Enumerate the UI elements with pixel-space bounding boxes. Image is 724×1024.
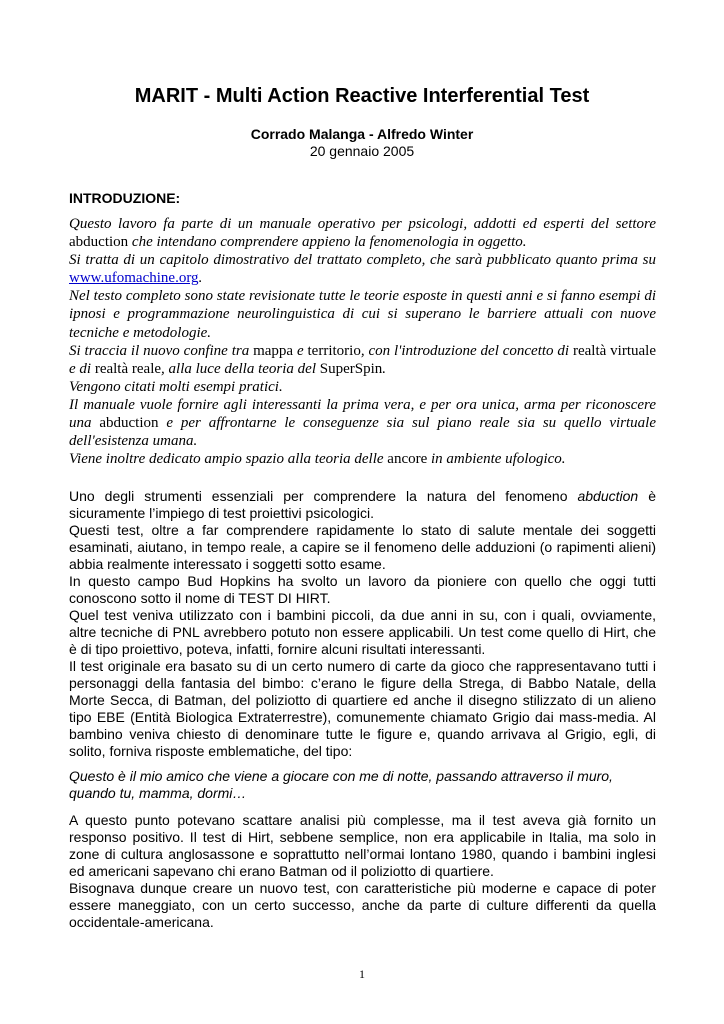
body-paragraph: In questo campo Bud Hopkins ha svolto un lavoro da pioniere con quello che oggi tutti conoscono sotto il nome di TEST DI HIRT. — [69, 573, 656, 606]
intro-paragraph: Viene inoltre dedicato ampio spazio alla teoria delle ancore in ambiente ufologico. — [69, 451, 566, 468]
intro-paragraph: Si tratta di un capitolo dimostrativo del trattato completo, che sarà pubblicato quanto prima su www.ufomachine.org. — [69, 252, 656, 287]
body-paragraph: A questo punto potevano scattare analisi più complesse, ma il test aveva già fornito un responso positivo. Il test di Hirt, sebbene semplice, non era applicabile in Italia, ma solo in zone di cultura anglosassone e soprattutto nell’ormai lontano 1980, quando i bambini inglesi ed americani sapevano chi erano Batman od il poliziotto di quartiere. — [69, 812, 656, 879]
body-block-2 — [69, 812, 656, 931]
intro-block — [69, 215, 656, 468]
intro-paragraph: Il manuale vuole fornire agli interessanti la prima vera, e per ora unica, arma per riconoscere una abduction e per affrontarne le conseguenze sia sul piano reale sia su quello virtuale dell'esistenza umana. — [69, 396, 657, 450]
document-date: 20 gennaio 2005 — [309, 143, 415, 159]
quote-block: Questo è il mio amico che viene a giocare con me di notte, passando attraverso il muro, quando tu, mamma, dormi… — [69, 768, 613, 801]
body-block-1 — [69, 488, 656, 760]
document-authors: Corrado Malanga - Alfredo Winter — [250, 126, 474, 142]
intro-paragraph: Si traccia il nuovo confine tra mappa e territorio, con l'introduzione del concetto di realtà virtuale e di realtà reale, alla luce della teoria del SuperSpin. — [69, 342, 656, 377]
intro-paragraph: Questo lavoro fa parte di un manuale operativo per psicologi, addotti ed esperti del settore abduction che intendano comprendere appieno la fenomenologia in oggetto. — [69, 216, 656, 251]
document-title: MARIT - Multi Action Reactive Interferential Test — [134, 85, 590, 107]
body-paragraph: Questi test, oltre a far comprendere rapidamente lo stato di salute mentale dei soggetti esaminati, aiutano, in tempo reale, a capire se il fenomeno delle adduzioni (o rapimenti alieni) abbia realmente interessato i soggetti sotto esame. — [69, 522, 656, 572]
body-paragraph: Il test originale era basato su di un certo numero di carte da gioco che rappresentavano tutti i personaggi della fantasia del bimbo: c’erano le figure della Strega, di Babbo Natale, della Morte Secca, di Batman, del poliziotto di quartiere ed anche il disegno stilizzato di un alieno tipo EBE (Entità Biologica Extraterrestre), comunemente chiamato Grigio dai mass-media. Al bambino veniva chiesto di denominare tutte le figure e, quando arrivava al Grigio, egli, di solito, forniva risposte emblematiche, del tipo: — [69, 658, 656, 759]
body-paragraph: Quel test veniva utilizzato con i bambini piccoli, da due anni in su, con i quali, ovviamente, altre tecniche di PNL avrebbero potuto non essere applicabili. Un test come quello di Hirt, che è di tipo proiettivo, poteva, infatti, fornire alcuni risultati interessanti. — [69, 607, 656, 657]
section-heading: INTRODUZIONE: — [69, 190, 181, 206]
page-number: 1 — [359, 967, 365, 981]
body-paragraph: Uno degli strumenti essenziali per comprendere la natura del fenomeno abduction è sicuramente l’impiego di test proiettivi psicologici. — [69, 488, 656, 521]
body-paragraph: Bisognava dunque creare un nuovo test, con caratteristiche più moderne e capace di poter essere maneggiato, con un certo successo, anche da parte di culture differenti da quella occidentale-americana. — [69, 880, 656, 930]
ufomachine-link[interactable]: www.ufomachine.org — [69, 270, 199, 287]
intro-paragraph: Nel testo completo sono state revisionate tutte le teorie esposte in questi anni e si fanno esempi di ipnosi e programmazione neurolinguistica di cui si superano le barriere attuali con nuove tecniche e metodologie. — [69, 288, 656, 341]
intro-paragraph: Vengono citati molti esempi pratici. — [69, 378, 283, 395]
